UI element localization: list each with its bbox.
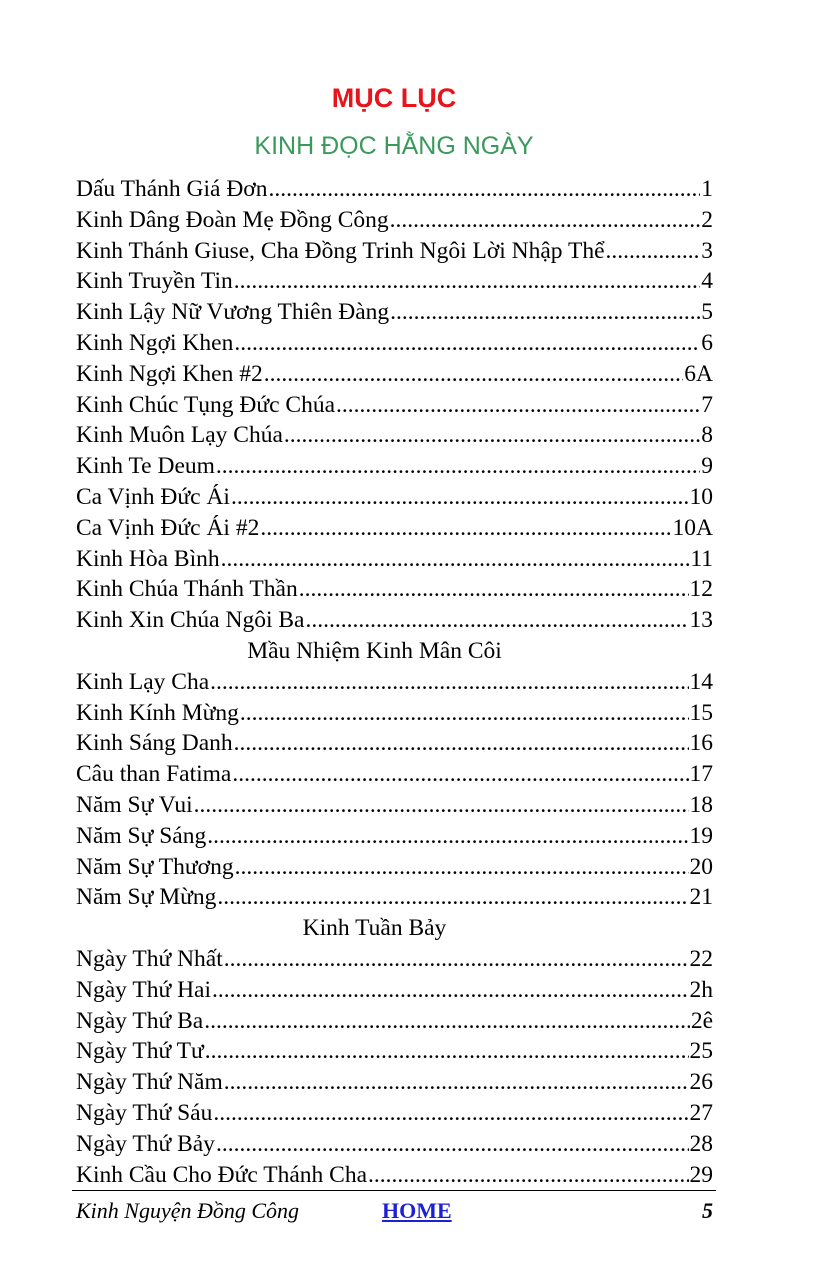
toc-entry-label: Ngày Thứ Ba — [76, 1007, 204, 1034]
toc-entry-label: Ngày Thứ Bảy — [76, 1130, 215, 1157]
dot-leader — [260, 513, 671, 544]
toc-entry[interactable] — [76, 1098, 713, 1129]
toc-entry-label: Kinh Xin Chúa Ngôi Ba — [76, 607, 305, 634]
page-title: MỤC LỤC — [331, 83, 457, 113]
toc-entry-page: 14 — [689, 668, 713, 695]
toc-entry[interactable] — [76, 821, 713, 852]
home-link[interactable]: HOME — [382, 1198, 452, 1223]
toc-entry-label: Kinh Chúc Tụng Đức Chúa — [76, 391, 336, 418]
section-subtitle: KINH ĐỌC HẰNG NGÀY — [254, 132, 534, 160]
toc-entry-page: 6 — [701, 329, 713, 356]
toc-entry-label: Kinh Truyền Tin — [76, 268, 233, 295]
toc-entry[interactable] — [76, 513, 713, 544]
toc-entry[interactable] — [76, 390, 713, 421]
toc-entry[interactable] — [76, 205, 713, 236]
dot-leader — [210, 667, 688, 698]
dot-leader — [336, 390, 700, 421]
dot-leader — [240, 698, 689, 729]
toc-entry-page: 8 — [701, 422, 713, 449]
dot-leader — [194, 790, 689, 821]
toc-entry-label: Kinh Chúa Thánh Thần — [76, 576, 298, 603]
toc-entry[interactable] — [76, 605, 713, 636]
toc-entry-page: 2ê — [690, 1007, 713, 1034]
toc-entry[interactable] — [76, 1036, 713, 1067]
dot-leader — [390, 205, 701, 236]
toc-entry-page: 7 — [701, 391, 713, 418]
toc-entry-label: Ngày Thứ Năm — [76, 1069, 223, 1096]
page-footer — [76, 1196, 713, 1226]
footer-divider — [72, 1190, 716, 1191]
toc-entry-page: 13 — [689, 607, 713, 634]
toc-entry-label: Năm Sự Mừng — [76, 884, 217, 911]
toc-entry-label: Kinh Muôn Lạy Chúa — [76, 422, 283, 449]
dot-leader — [234, 728, 689, 759]
toc-entry-page: 19 — [689, 822, 713, 849]
toc-section-heading: Kinh Tuần Bảy — [302, 915, 447, 942]
dot-leader — [284, 420, 700, 451]
toc-entry[interactable] — [76, 759, 713, 790]
toc-entry-label: Kinh Lạy Cha — [76, 668, 210, 695]
page-number: 5 — [702, 1198, 713, 1223]
dot-leader — [606, 236, 701, 267]
toc-entry[interactable] — [76, 544, 713, 575]
toc-entry-label: Ca Vịnh Đức Ái — [76, 483, 230, 510]
toc-entry-label: Năm Sự Vui — [76, 791, 193, 818]
toc-entry-label: Năm Sự Sáng — [76, 822, 207, 849]
toc-entry-page: 27 — [689, 1099, 713, 1126]
dot-leader — [221, 544, 690, 575]
toc-entry-label: Câu than Fatima — [76, 761, 232, 788]
toc-entry[interactable] — [76, 944, 713, 975]
toc-entry-page: 26 — [689, 1069, 713, 1096]
toc-entry-label: Ngày Thứ Hai — [76, 976, 211, 1003]
toc-entry-page: 5 — [701, 299, 713, 326]
toc-entry[interactable] — [76, 451, 713, 482]
toc-entry-label: Kinh Lậy Nữ Vương Thiên Đàng — [76, 299, 390, 326]
toc-entry[interactable] — [76, 1006, 713, 1037]
toc-entry[interactable] — [76, 297, 713, 328]
toc-entry[interactable] — [76, 852, 713, 883]
dot-leader — [234, 266, 701, 297]
dot-leader — [213, 1098, 688, 1129]
toc-entry-label: Kinh Kính Mừng — [76, 699, 239, 726]
toc-entry[interactable] — [76, 975, 713, 1006]
toc-entry[interactable] — [76, 1129, 713, 1160]
toc-entry-label: Kinh Cầu Cho Đức Thánh Cha — [76, 1161, 368, 1188]
dot-leader — [205, 1036, 689, 1067]
toc-entry-label: Ngày Thứ Nhất — [76, 945, 223, 972]
dot-leader — [299, 574, 689, 605]
toc-entry-page: 1 — [701, 176, 713, 202]
dot-leader — [264, 359, 684, 390]
toc-entry[interactable] — [76, 574, 713, 605]
toc-entry-page: 4 — [701, 268, 713, 295]
dot-leader — [390, 297, 700, 328]
dot-leader — [368, 1160, 688, 1191]
toc-entry-label: Ngày Thứ Sáu — [76, 1099, 213, 1126]
toc-entry-label: Kinh Thánh Giuse, Cha Đồng Trinh Ngôi Lời Nhập Thể — [76, 237, 605, 264]
dot-leader — [235, 852, 689, 883]
toc-entry[interactable] — [76, 359, 713, 390]
toc-entry[interactable] — [76, 174, 713, 205]
toc-entry-label: Năm Sự Thương — [76, 853, 234, 880]
dot-leader — [216, 451, 700, 482]
dot-leader — [234, 328, 700, 359]
dot-leader — [204, 1006, 690, 1037]
toc-entry[interactable] — [76, 328, 713, 359]
toc-entry-label: Ca Vịnh Đức Ái #2 — [76, 514, 260, 541]
dot-leader — [212, 975, 689, 1006]
dot-leader — [224, 944, 689, 975]
toc-entry-label: Kinh Ngợi Khen — [76, 329, 234, 356]
dot-leader — [268, 174, 700, 205]
toc-entry-page: 10A — [672, 514, 713, 541]
toc-entry-label: Kinh Dâng Đoàn Mẹ Đồng Công — [76, 206, 389, 233]
toc-entry-page: 25 — [689, 1038, 713, 1065]
toc-entry-page: 28 — [689, 1130, 713, 1157]
toc-entry[interactable] — [76, 882, 713, 913]
toc-entry-page: 20 — [689, 853, 713, 880]
toc-entry-page: 15 — [689, 699, 713, 726]
toc-entry-label: Kinh Ngợi Khen #2 — [76, 360, 263, 387]
toc-entry-label: Ngày Thứ Tư — [76, 1038, 204, 1065]
dot-leader — [305, 605, 688, 636]
toc-entry-label: Dấu Thánh Giá Đơn — [76, 176, 268, 202]
toc-entry[interactable] — [76, 728, 713, 759]
toc-entry[interactable] — [76, 420, 713, 451]
dot-leader — [217, 882, 688, 913]
toc-entry[interactable] — [76, 1067, 713, 1098]
toc-entry-page: 3 — [701, 237, 713, 264]
toc-entry-page: 29 — [689, 1161, 713, 1188]
dot-leader — [216, 1129, 689, 1160]
toc-entry-page: 21 — [689, 884, 713, 911]
toc-entry[interactable] — [76, 790, 713, 821]
toc-entry-page: 9 — [701, 453, 713, 480]
toc-entry-page: 2 — [701, 206, 713, 233]
toc-entry[interactable] — [76, 698, 713, 729]
toc-entry-page: 18 — [689, 791, 713, 818]
toc-entry-page: 16 — [689, 730, 713, 757]
toc-entry-label: Kinh Hòa Bình — [76, 545, 220, 572]
dot-leader — [224, 1067, 689, 1098]
toc-entry-label: Kinh Sáng Danh — [76, 730, 233, 757]
toc-section-heading: Mầu Nhiệm Kinh Mân Côi — [247, 637, 502, 664]
dot-leader — [231, 482, 689, 513]
footer-book-title: Kinh Nguyện Đồng Công — [76, 1198, 300, 1223]
table-of-contents — [76, 174, 713, 1190]
toc-entry-page: 11 — [690, 545, 713, 572]
toc-entry-page: 17 — [689, 761, 713, 788]
toc-entry-page: 6A — [684, 360, 713, 387]
dot-leader — [232, 759, 688, 790]
toc-entry-label: Kinh Te Deum — [76, 453, 215, 480]
toc-entry-page: 10 — [689, 483, 713, 510]
toc-entry-page: 22 — [689, 945, 713, 972]
toc-entry-page: 2h — [689, 976, 713, 1003]
toc-entry-page: 12 — [689, 576, 713, 603]
toc-entry[interactable] — [76, 667, 713, 698]
toc-entry[interactable] — [76, 482, 713, 513]
toc-entry[interactable] — [76, 266, 713, 297]
toc-entry[interactable] — [76, 236, 713, 267]
toc-entry[interactable] — [76, 1160, 713, 1191]
dot-leader — [207, 821, 688, 852]
